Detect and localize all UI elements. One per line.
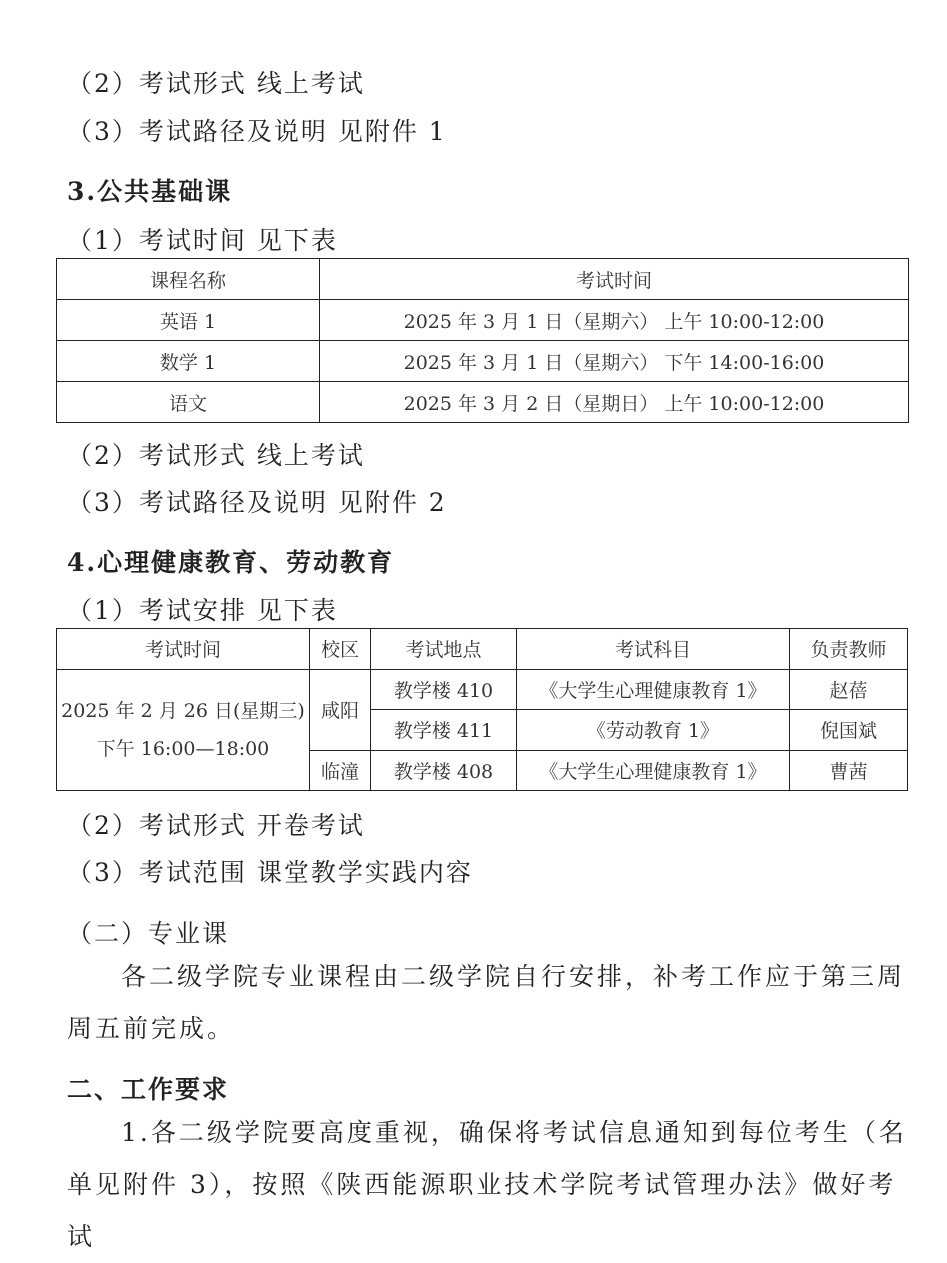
campus-cell: 临潼 [310,750,371,791]
column-header: 校区 [310,629,371,670]
section-heading-psych-labor: 4.心理健康教育、劳动教育 [67,548,395,577]
section-heading-public-courses: 3.公共基础课 [67,177,233,206]
psych-labor-exam-table [56,628,908,791]
exam-path-line: （3）考试路径及说明 见附件 1 [67,117,447,146]
exam-time-cell: 2025 年 3 月 2 日（星期日） 上午 10:00-12:00 [320,382,909,423]
course-name-cell: 数学 1 [57,341,320,382]
exam-time-cell [57,669,310,791]
subject-cell: 《大学生心理健康教育 1》 [517,669,790,710]
course-name-cell: 语文 [57,382,320,423]
exam-arrangement-line: （1）考试安排 见下表 [67,596,338,625]
table-row [57,669,908,710]
table-header-row [57,629,908,670]
table-row [57,300,909,341]
exam-form-line: （2）考试形式 线上考试 [67,441,365,470]
requirement-paragraph: 1.各二级学院要高度重视，确保将考试信息通知到每位考生（名单见附件 3），按照《陕西能源职业技术学院考试管理办法》做好考试 [67,1118,907,1251]
column-header: 考试科目 [517,629,790,670]
exam-form-line: （2）考试形式 开卷考试 [67,811,365,840]
exam-date: 2025 年 2 月 26 日(星期三) [61,699,305,722]
location-cell: 教学楼 410 [371,669,517,710]
column-header: 课程名称 [57,259,320,300]
campus-cell: 咸阳 [310,669,371,750]
teacher-cell: 倪国斌 [790,710,908,751]
exam-form-line: （2）考试形式 线上考试 [67,69,365,98]
location-cell: 教学楼 408 [371,750,517,791]
location-cell: 教学楼 411 [371,710,517,751]
column-header: 考试地点 [371,629,517,670]
subject-cell: 《劳动教育 1》 [517,710,790,751]
section-heading-work-requirements: 二、工作要求 [67,1075,230,1104]
table-row [57,341,909,382]
exam-time-cell: 2025 年 3 月 1 日（星期六） 上午 10:00-12:00 [320,300,909,341]
column-header: 考试时间 [57,629,310,670]
public-course-exam-table [56,258,909,423]
exam-hours: 下午 16:00—18:00 [96,737,270,760]
exam-scope-line: （3）考试范围 课堂教学实践内容 [67,858,473,887]
column-header: 考试时间 [320,259,909,300]
subsection-heading-major-courses: （二）专业课 [67,919,230,948]
exam-time-line: （1）考试时间 见下表 [67,226,338,255]
subject-cell: 《大学生心理健康教育 1》 [517,750,790,791]
table-header-row [57,259,909,300]
table-row [57,382,909,423]
course-name-cell: 英语 1 [57,300,320,341]
major-courses-paragraph: 各二级学院专业课程由二级学院自行安排，补考工作应于第三周周五前完成。 [67,962,906,1043]
column-header: 负责教师 [790,629,908,670]
exam-time-cell: 2025 年 3 月 1 日（星期六） 下午 14:00-16:00 [320,341,909,382]
teacher-cell: 赵蓓 [790,669,908,710]
exam-path-line: （3）考试路径及说明 见附件 2 [67,488,447,517]
teacher-cell: 曹茜 [790,750,908,791]
